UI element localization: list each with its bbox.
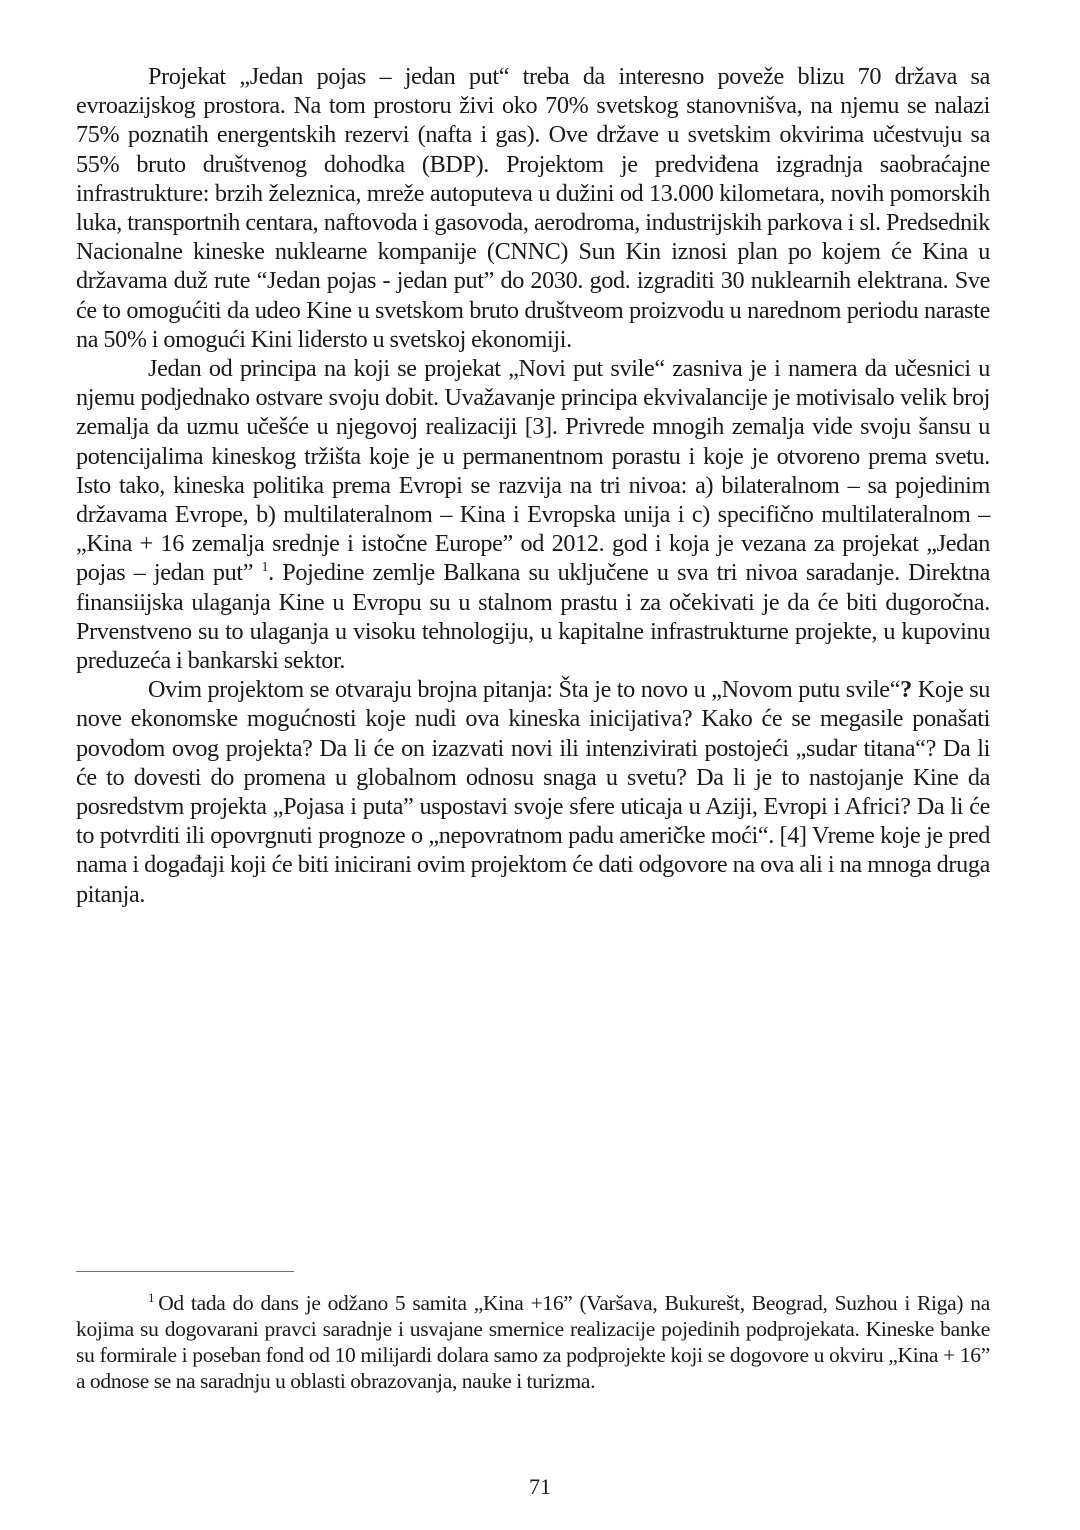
footnote-separator (76, 1271, 294, 1272)
paragraph-2-text-after-ref: . Pojedine zemlje Balkana su uključene u sva tri nivoa saradanje. Direktna finansiijska ulaganja Kine u Evropu su u stalnom prastu i za očekivati je da će biti dugoročna. Prvenstveno su to ulaganja u visoku tehnologiju, u kapitalne infrastrukturne projekte, u kupovinu preduzeća i bankarski sektor. (76, 559, 990, 675)
footnote-mark: 1 (148, 1289, 155, 1305)
footnotes-section (76, 1290, 990, 1394)
page-body (76, 62, 990, 909)
footnote-1 (76, 1290, 990, 1394)
footnote-1-text: Od tada do dans je odžano 5 samita „Kina +16” (Varšava, Bukurešt, Beograd, Suzhou i Riga) na kojima su dogovarani pravci saradnje i usvajane smernice realizacije pojedinih podprojekata. Kineske banke su formirale i poseban fond od 10 milijardi dolara samo za podprojekte koji se dogovore u okviru „Kina + 16” a odnose se na saradnju u oblasti obrazovanja, nauke i turizma. (76, 1291, 990, 1393)
paragraph-3 (76, 675, 990, 909)
page-number: 71 (529, 1474, 551, 1499)
paragraph-2-text-before-ref: Jedan od principa na koji se projekat „Novi put svile“ zasniva je i namera da učesnici u njemu podjednako ostvare svoju dobit. Uvažavanje principa ekvivalancije je motivisalo velik broj zemalja da uzmu učešće u njegovoj realizaciji [3]. Privrede mnogih zemalja vide svoju šansu u potencijalima kineskog tržišta koje je u permanentnom porastu i koje je otvoreno prema svetu. Isto tako, kineska politika prema Evropi se razvija na tri nivoa: a) bilateralnom – sa pojedinim državama Evrope, b) multilateralnom – Kina i Evropska unija i c) specifično multilateralnom – „Kina + 16 zemalja srednje i istočne Europe” od 2012. god i koja je vezana za projekat „Jedan pojas – jedan put” (76, 355, 990, 587)
paragraph-3-text-after-bold: Koje su nove ekonomske mogućnosti koje nudi ova kineska inicijativa? Kako će se megasile ponašati povodom ovog projekta? Da li će on izazvati novi ili intenzivirati postojeći „sudar titana“? Da li će to dovesti do promena u globalnom odnosu snaga u svetu? Da li je to nastojanje Kine da posredstvm projekta „Pojasa i puta” uspostavi svoje sfere uticaja u Aziji, Evropi i Africi? Da li će to potvrditi ili opovrgnuti prognoze o „nepovratnom padu američke moći“. [4] Vreme koje je pred nama i događaji koji će biti inicirani ovim projektom će dati odgovore na ova ali i na mnoga druga pitanja. (76, 676, 990, 908)
paragraph-3-bold-question-mark: ? (900, 676, 912, 704)
paragraph-1-text: Projekat „Jedan pojas – jedan put“ treba da interesno poveže blizu 70 država sa evroazijskog prostora. Na tom prostoru živi oko 70% svetskog stanovnišva, na njemu se nalazi 75% poznatih energentskih rezervi (nafta i gas). Ove države u svetskim okvirima učestvuju sa 55% bruto društvenog dohodka (BDP). Projektom je predviđena izgradnja saobraćajne infrastrukture: brzih železnica, mreže autoputeva u dužini od 13.000 kilometara, novih pomorskih luka, transportnih centara, naftovoda i gasovoda, aerodroma, industrijskih parkova i sl. Predsednik Nacionalne kineske nuklearne kompanije (CNNC) Sun Kin iznosi plan po kojem će Kina u državama duž rute “Jedan pojas - jedan put” do 2030. god. izgraditi 30 nuklearnih elektrana. Sve će to omogućiti da udeo Kine u svetskom bruto društveom proizvodu u narednom periodu naraste na 50% i omogući Kini lidersto u svetskoj ekonomiji. (76, 63, 990, 353)
paragraph-2 (76, 354, 990, 675)
paragraph-1 (76, 62, 990, 354)
footnote-reference[interactable]: 1 (261, 560, 269, 576)
paragraph-3-text-before-bold: Ovim projektom se otvaraju brojna pitanja: Šta je to novo u „Novom putu svile“ (148, 676, 901, 704)
